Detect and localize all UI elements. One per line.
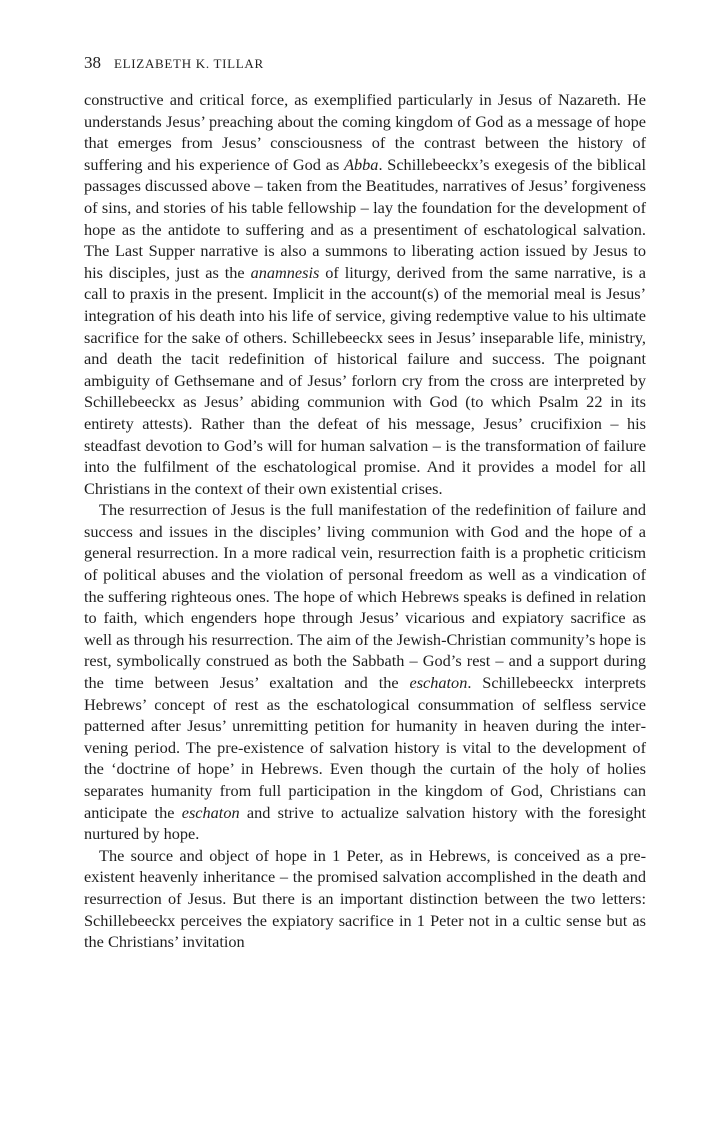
text-run: . Schillebeeckx interprets Hebrews’ concept of rest as the eschatological consummation of selfless service patterned after Jesus’ unremitting petition for humanity in heaven during the intervening period. The pre-existence of salvation history is vital to the development of the ‘doctrine of hope’ in Hebrews. Even though the curtain of the holy of holies separates humanity from full participation in the kingdom of God, Christians can anticipate the bbox=[84, 673, 646, 822]
italic-term: eschaton bbox=[409, 673, 468, 693]
text-run: and strive to actualize salvation history with the foresight nurtured by hope. bbox=[84, 802, 647, 844]
italic-term: anamnesis bbox=[250, 262, 320, 282]
text-run: . Schillebeeckx’s exegesis of the biblical passages discussed above – taken from the Beatitudes, narratives of Jesus’ forgiveness of sins, and stories of his table fellowship – lay the foundation for the development of hope as the antidote to suffering and as a presentiment of eschatological salvation. The Last Supper narrative is also a summons to liberating action issued by Jesus to his disciples, just as the bbox=[84, 154, 646, 282]
text-run: constructive and critical force, as exemplified particularly in Jesus of Nazareth. He understands Jesus’ preaching about the coming kingdom of God as a message of hope that emerges from Jesus’ consciousness of the contrast between the history of suffering and his experience of God as bbox=[84, 90, 646, 174]
running-head-author: ELIZABETH K. TILLAR bbox=[114, 56, 264, 71]
italic-term: Abba bbox=[344, 154, 379, 174]
text-run: The resurrection of Jesus is the full manifestation of the redefinition of failure and success and issues in the disciples’ living communion with God and the hope of a general resurrection. In a more radical vein, resurrection faith is a prophetic criticism of political abuses and the violation of personal freedom as well as a vindication of the suffering righteous ones. The hope of which Hebrews speaks is defined in relation to faith, which engenders hope through Jesus’ vicarious and expiatory sacrifice as well as through his resurrection. The aim of the Jewish-Christian community’s hope is rest, symbolically construed as both the Sabbath – God’s rest – and a support during the time between Jesus’ exaltation and the bbox=[84, 500, 646, 693]
running-head bbox=[84, 52, 646, 74]
page-number: 38 bbox=[84, 53, 101, 72]
text-run: The source and object of hope in 1 Peter, as in Hebrews, is conceived as a pre-existent heavenly inheritance – the promised salvation accomplished in the death and resurrection of Jesus. But there is an important distinction between the two letters: Schillebeeckx perceives the expiatory sacrifice in 1 Peter not in a cultic sense but as the Christians’ invitation bbox=[84, 845, 646, 952]
book-page bbox=[84, 52, 646, 953]
text-run: of liturgy, derived from the same narrative, is a call to praxis in the present. Implicit in the account(s) of the memorial meal is Jesus’ integration of his death into his life of service, giving redemptive value to his ultimate sacrifice for the sake of others. Schillebeeckx sees in Jesus’ inseparable life, ministry, and death the tacit redefinition of historical failure and success. The poignant ambiguity of Gethsemane and of Jesus’ forlorn cry from the cross are interpreted by Schillebeeckx as Jesus’ abiding communion with God (to which Psalm 22 in its entirety attests). Rather than the defeat of his message, Jesus’ crucifixion – his steadfast devotion to God’s will for human salvation – is the transformation of failure into the fulfilment of the eschatological promise. And it provides a model for all Christians in the context of their own existential crises. bbox=[84, 262, 646, 498]
paragraph bbox=[84, 499, 646, 845]
body-text bbox=[84, 89, 646, 953]
paragraph bbox=[84, 89, 646, 499]
paragraph bbox=[84, 845, 646, 953]
italic-term: eschaton bbox=[181, 802, 240, 822]
